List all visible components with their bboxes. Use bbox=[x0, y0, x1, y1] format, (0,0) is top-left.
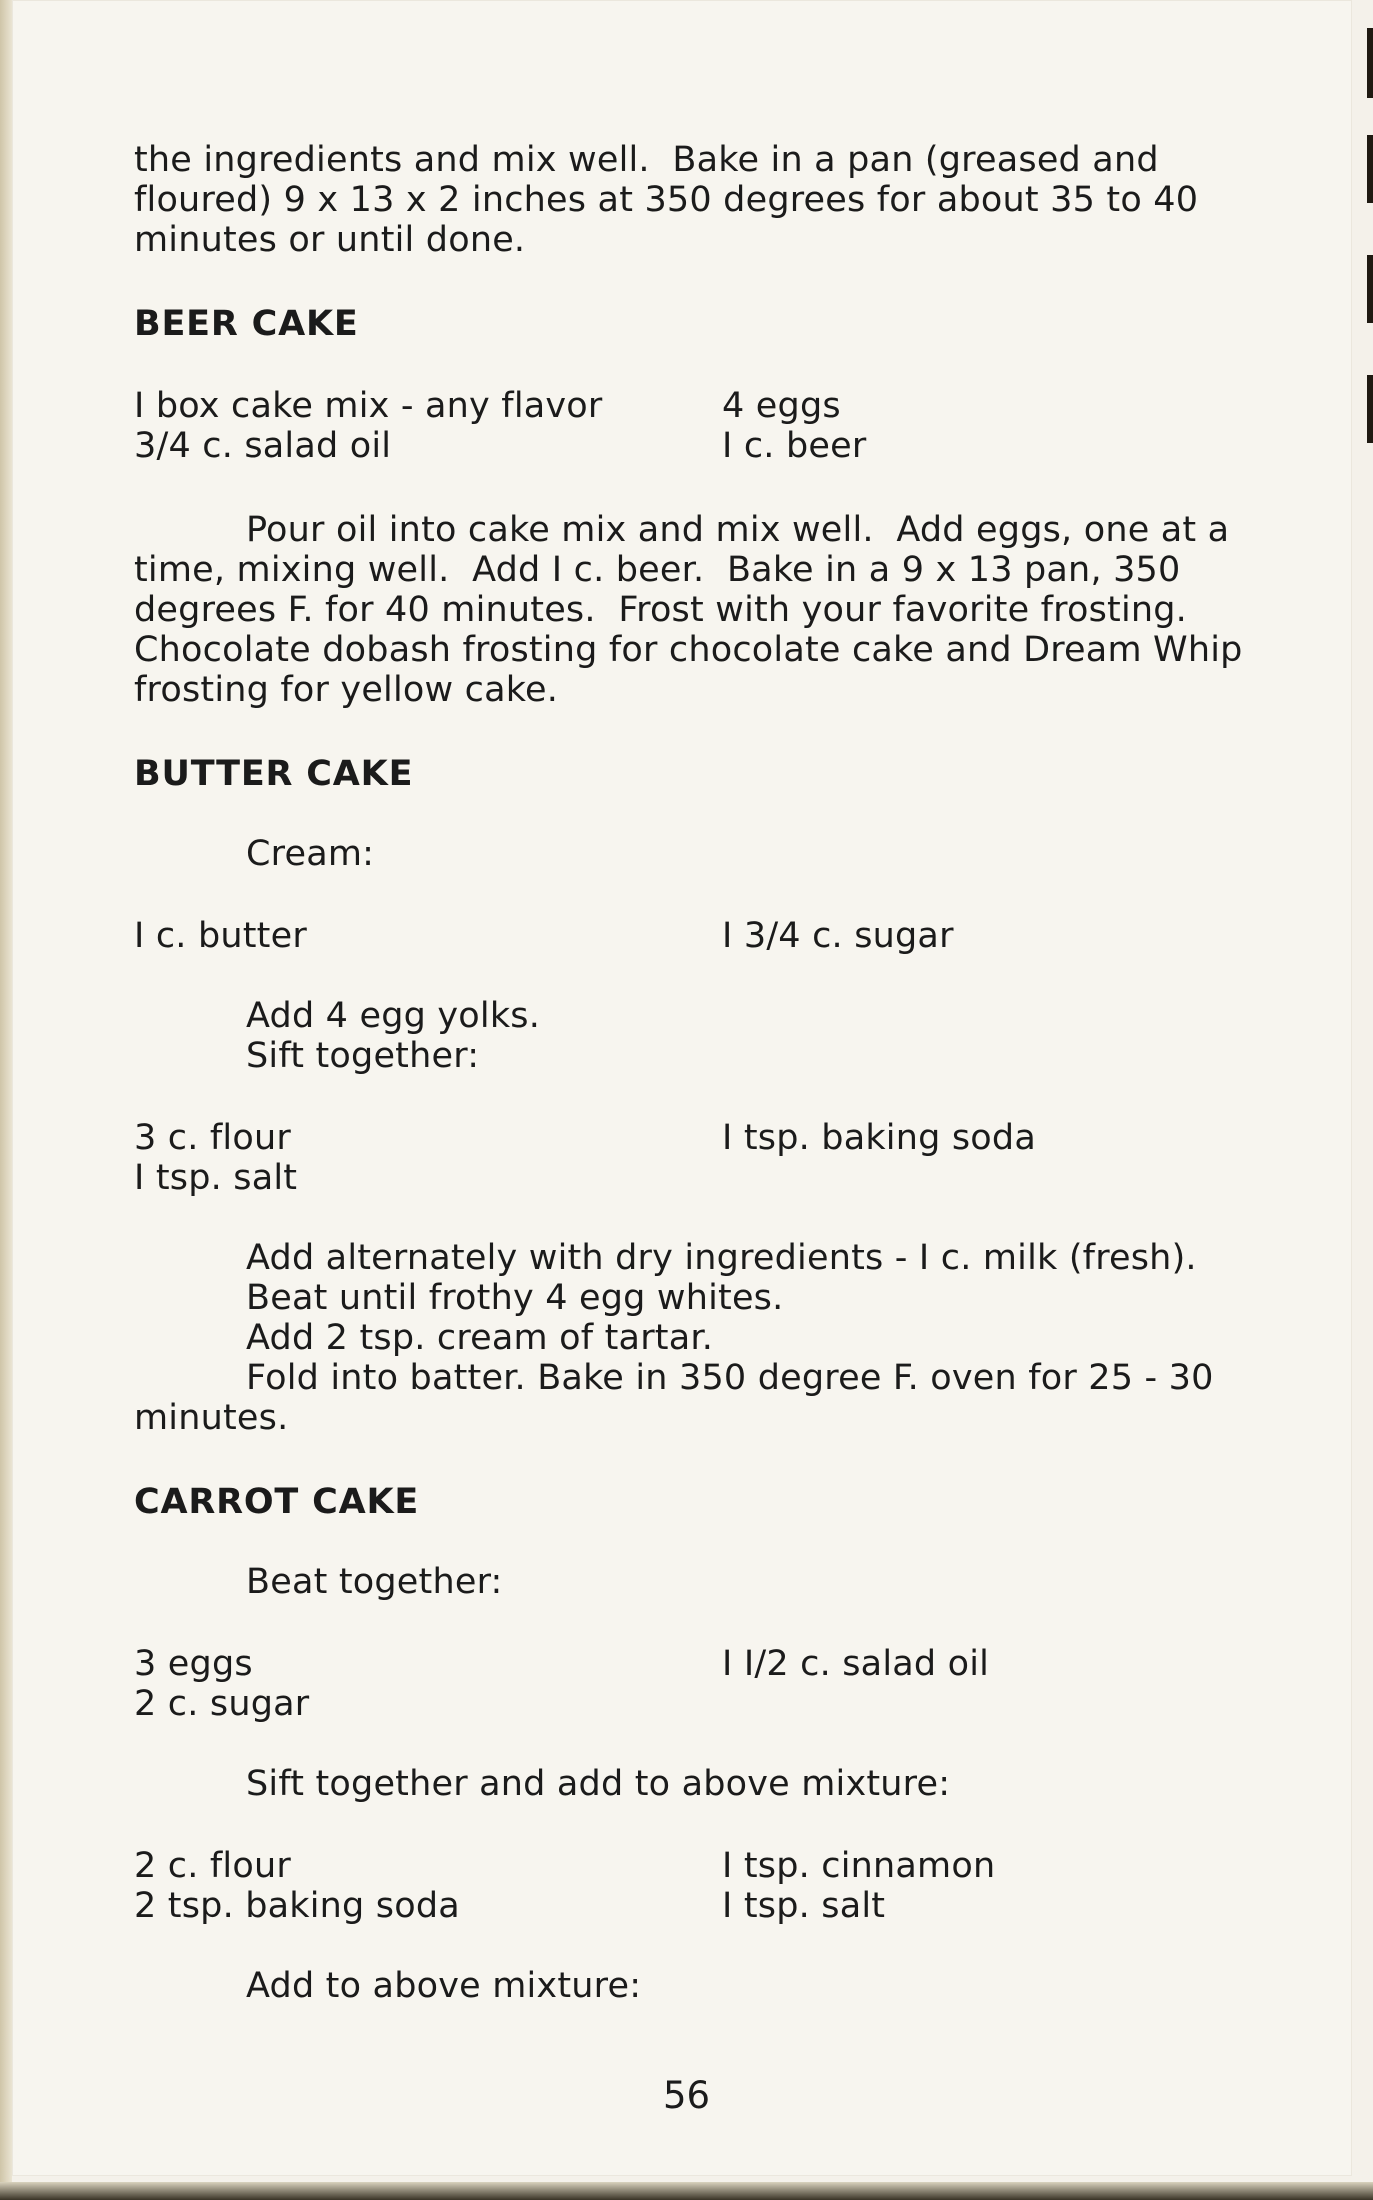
ingredient-column-left bbox=[134, 1118, 722, 1198]
page-edge-mark bbox=[1367, 255, 1373, 323]
ingredient-line: 2 c. sugar bbox=[134, 1684, 310, 1724]
ingredient-column-right bbox=[722, 1118, 1284, 1198]
page-edge-mark bbox=[1367, 28, 1373, 98]
ingredient-column-right bbox=[722, 1644, 1284, 1724]
beer-cake-ingredients bbox=[134, 386, 1284, 466]
carrot-cake-step-beat: Beat together: bbox=[246, 1562, 503, 1602]
ingredient-column-left bbox=[134, 916, 722, 956]
ingredient-line: 2 tsp. baking soda bbox=[134, 1886, 460, 1926]
page-content bbox=[134, 140, 1284, 2006]
carrot-cake-step-sift: Sift together and add to above mixture: bbox=[246, 1764, 951, 1804]
ingredient-column-left bbox=[134, 1846, 722, 1926]
direction-line: Add 2 tsp. cream of tartar. bbox=[246, 1318, 714, 1358]
ingredient-line: I I/2 c. salad oil bbox=[722, 1644, 990, 1684]
page-edge-mark bbox=[1367, 135, 1373, 203]
carrot-cake-dry-ingredients bbox=[134, 1846, 1284, 1926]
ingredient-line: 3 c. flour bbox=[134, 1118, 291, 1158]
ingredient-column-left bbox=[134, 1644, 722, 1724]
ingredient-column-right bbox=[722, 386, 1284, 466]
butter-cake-steps bbox=[134, 1238, 1284, 1438]
beer-cake-directions: Pour oil into cake mix and mix well. Add eggs, one at a time, mixing well. Add I c. beer. Bake in a 9 x 13 pan, 350 degrees F. for 40 minutes. Frost with your favorite frosting. Chocolate dobash frosting for chocolate cake and Dream Whip frosting for yellow cake. bbox=[134, 510, 1254, 710]
page-number: 56 bbox=[662, 2074, 711, 2117]
page-bottom-edge bbox=[0, 2182, 1373, 2200]
direction-line: Beat until frothy 4 egg whites. bbox=[246, 1278, 784, 1318]
ingredient-line: 3 eggs bbox=[134, 1644, 253, 1684]
ingredient-line: I box cake mix - any flavor bbox=[134, 386, 603, 426]
butter-cake-step-add-yolks: Add 4 egg yolks. bbox=[246, 996, 541, 1036]
butter-cake-step-cream: Cream: bbox=[246, 834, 375, 874]
butter-cake-cream-ingredients bbox=[134, 916, 1284, 956]
ingredient-line: I tsp. salt bbox=[722, 1886, 886, 1926]
ingredient-line: I c. butter bbox=[134, 916, 307, 956]
butter-cake-dry-ingredients bbox=[134, 1118, 1284, 1198]
ingredient-column-right bbox=[722, 1846, 1284, 1926]
page-edge-mark bbox=[1367, 375, 1373, 443]
ingredient-line: I tsp. salt bbox=[134, 1158, 298, 1198]
direction-line: Add alternately with dry ingredients - I c. milk (fresh). bbox=[246, 1238, 1197, 1278]
recipe-title-beer-cake: BEER CAKE bbox=[134, 304, 359, 344]
ingredient-line: I 3/4 c. sugar bbox=[722, 916, 954, 956]
opening-text: the ingredients and mix well. Bake in a pan (greased and floured) 9 x 13 x 2 inches at 350 degrees for about 35 to 40 minutes or until done. bbox=[134, 140, 1210, 260]
ingredient-line: I tsp. baking soda bbox=[722, 1118, 1036, 1158]
carrot-cake-wet-ingredients bbox=[134, 1644, 1284, 1724]
recipe-title-butter-cake: BUTTER CAKE bbox=[134, 754, 414, 794]
ingredient-line: 3/4 c. salad oil bbox=[134, 426, 392, 466]
recipe-title-carrot-cake: CARROT CAKE bbox=[134, 1482, 420, 1522]
ingredient-line: I tsp. cinnamon bbox=[722, 1846, 996, 1886]
page-gutter-shadow bbox=[0, 0, 12, 2200]
ingredient-column-left bbox=[134, 386, 722, 466]
carrot-cake-step-add: Add to above mixture: bbox=[246, 1966, 642, 2006]
ingredient-line: I c. beer bbox=[722, 426, 867, 466]
ingredient-column-right bbox=[722, 916, 1284, 956]
ingredient-line: 4 eggs bbox=[722, 386, 841, 426]
direction-line: Fold into batter. Bake in 350 degree F. oven for 25 - 30 minutes. bbox=[134, 1358, 1214, 1438]
ingredient-line: 2 c. flour bbox=[134, 1846, 291, 1886]
butter-cake-step-sift: Sift together: bbox=[246, 1036, 480, 1076]
